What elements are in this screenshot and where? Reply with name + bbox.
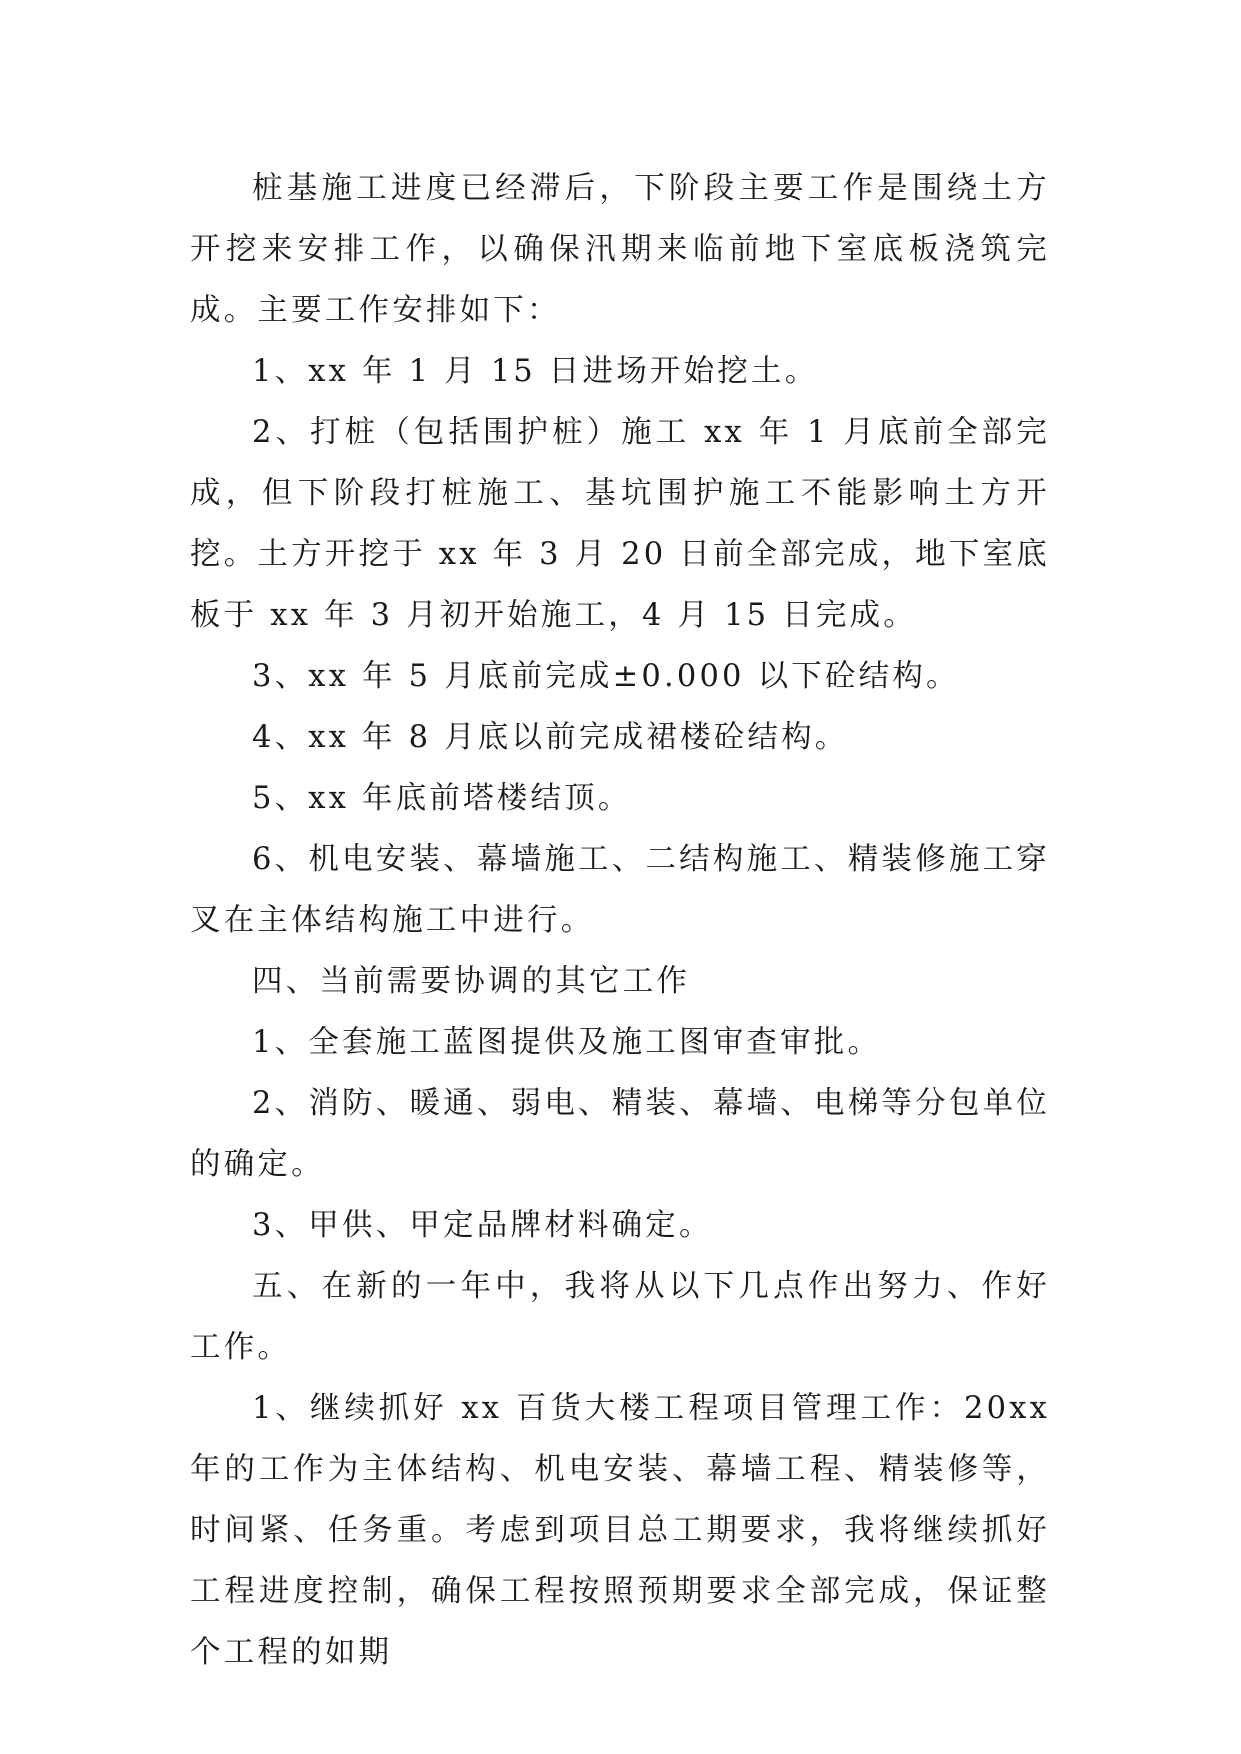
paragraph-coord-3: 3、甲供、甲定品牌材料确定。 — [252, 1208, 713, 1243]
paragraph-item-1: 1、xx 年 1 月 15 日进场开始挖土。 — [252, 354, 819, 389]
paragraph-coord-1: 1、全套施工蓝图提供及施工图审查审批。 — [252, 1025, 882, 1060]
paragraph-item-5: 5、xx 年底前塔楼结顶。 — [252, 781, 632, 816]
section-heading-4: 四、当前需要协调的其它工作 — [252, 964, 691, 999]
paragraph-item-3: 3、xx 年 5 月底前完成±0.000 以下砼结构。 — [252, 659, 960, 694]
paragraph-plan-1: 1、继续抓好 xx 百货大楼工程项目管理工作：20xx 年的工作为主体结构、机电安装、幕墙工程、精装修等，时间紧、任务重。考虑到项目总工期要求，我将继续抓好工程进度控制，确保工程按照预期要求全部完成，保证整个工程的如期 — [190, 1391, 1050, 1670]
paragraph-item-2: 2、打桩（包括围护桩）施工 xx 年 1 月底前全部完成，但下阶段打桩施工、基坑围护施工不能影响土方开挖。土方开挖于 xx 年 3 月 20 日前全部完成，地下室底板于 xx 年 3 月初开始施工，4 月 15 日完成。 — [190, 415, 1050, 633]
section-heading-5: 五、在新的一年中，我将从以下几点作出努力、作好工作。 — [190, 1269, 1050, 1365]
paragraph-item-6: 6、机电安装、幕墙施工、二结构施工、精装修施工穿叉在主体结构施工中进行。 — [190, 842, 1050, 938]
paragraph-coord-2: 2、消防、暖通、弱电、精装、幕墙、电梯等分包单位的确定。 — [190, 1086, 1050, 1182]
paragraph-intro: 桩基施工进度已经滞后，下阶段主要工作是围绕土方开挖来安排工作，以确保汛期来临前地下室底板浇筑完成。主要工作安排如下： — [190, 171, 1050, 328]
document-body — [190, 158, 1050, 1683]
paragraph-item-4: 4、xx 年 8 月底以前完成裙楼砼结构。 — [252, 720, 849, 755]
